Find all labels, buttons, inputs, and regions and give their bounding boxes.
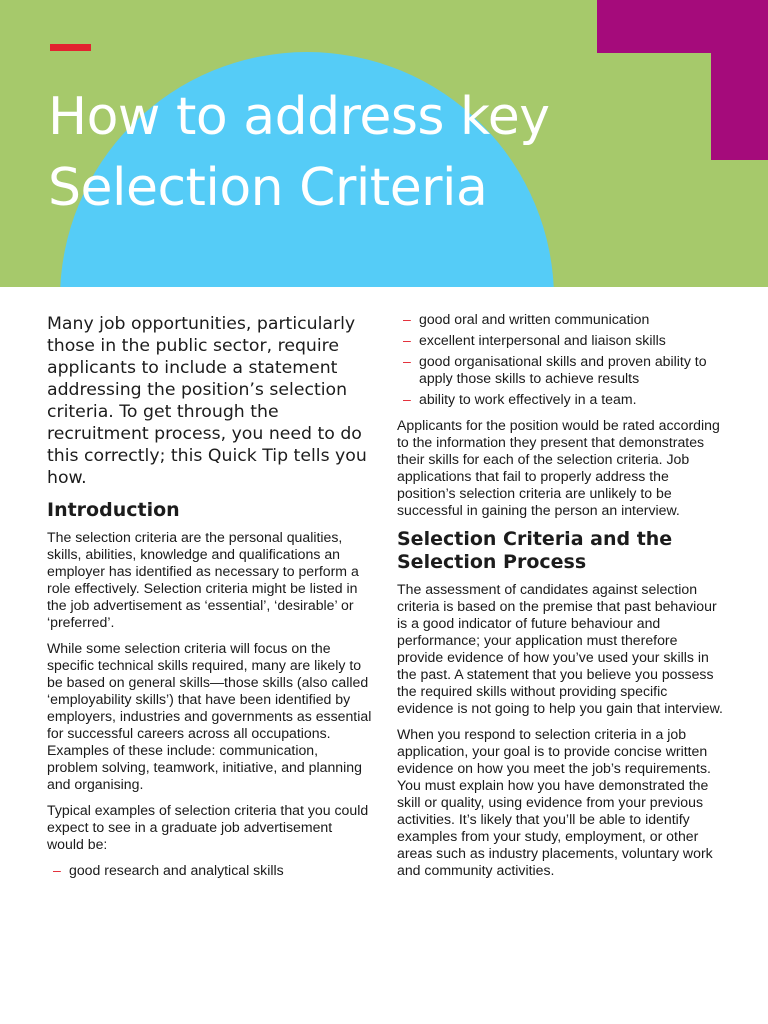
intro-paragraph-1: The selection criteria are the personal qualities, skills, abilities, knowledge and qualifications an employer has identified as necessary to perform a role effectively. Selection criteria might be listed in the job advertisement as ‘essential’, ‘desirable’ or ‘preferred’. (47, 529, 359, 630)
intro-paragraph-3: Typical examples of selection criteria that you could expect to see in a graduate job advertisement would be: (47, 802, 369, 852)
dash-bullet: – (403, 311, 411, 327)
left-column (47, 310, 372, 888)
intro-paragraph-2: While some selection criteria will focus on the specific technical skills required, many are likely to be based on general skills—those skills (also called ‘employability skills’) that have been identified by employers, industries and governments as essential for successful careers across all occupations. Examples of these include: communication, problem solving, teamwork, initiative, and planning and organising. (47, 640, 372, 792)
dash-bullet: – (403, 353, 411, 369)
dash-bullet: – (403, 332, 411, 348)
list-item: – good oral and written communication (403, 311, 650, 327)
dash-bullet: – (53, 862, 61, 878)
right-column (397, 310, 727, 888)
accent-bar (50, 44, 91, 51)
header-banner (0, 0, 768, 287)
title-line-2: Selection Criteria (48, 158, 488, 218)
list-item: – ability to work effectively in a team. (403, 391, 637, 407)
assessment-paragraph: The assessment of candidates against selection criteria is based on the premise that past behaviour is a good indicator of future behaviour and performance; your application must therefore provide evidence of how you’ve used your skills in the past. A statement that you believe you possess the required skills without providing specific evidence is not going to help you gain that interview. (397, 581, 723, 716)
list-item: – excellent interpersonal and liaison skills (403, 332, 666, 348)
list-item: – good organisational skills and proven ability to apply those skills to achieve results (403, 353, 707, 386)
response-paragraph: When you respond to selection criteria in a job application, your goal is to provide concise written evidence on how you meet the job’s requirements. You must explain how you have demonstrated the skill or quality, using evidence from your previous activities. It’s likely that you’ll be able to identify examples from your study, employment, or other areas such as industry placements, voluntary work and community activities. (397, 726, 713, 878)
selection-process-heading: Selection Criteria and the Selection Process (397, 528, 673, 573)
list-item: – good research and analytical skills (53, 862, 284, 878)
title-line-1: How to address key (48, 87, 550, 147)
page-title (48, 82, 668, 224)
rating-paragraph: Applicants for the position would be rated according to the information they present that demonstrates their skills for each of the selection criteria. Job applications that fail to properly address the position’s selection criteria are unlikely to be successful in gaining the person an interview. (397, 417, 720, 518)
intro-text: Many job opportunities, particularly those in the public sector, require applicants to include a statement addressing the position’s selection criteria. To get through the recruitment process, you need to do this correctly; this Quick Tip tells you how. (47, 314, 367, 488)
decorative-block-top (597, 0, 768, 53)
criteria-list-left (47, 862, 372, 879)
introduction-heading: Introduction (47, 499, 180, 521)
decorative-block-side (711, 53, 768, 160)
dash-bullet: – (403, 391, 411, 407)
criteria-list-right (397, 311, 727, 408)
